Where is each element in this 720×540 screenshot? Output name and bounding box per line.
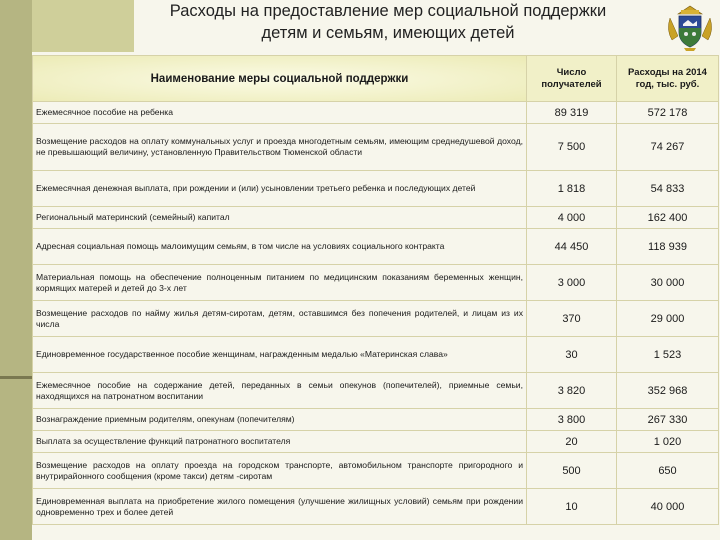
measure-name: Ежемесячное пособие на содержание детей, переданных в семьи опекунов (попечителей), приемные семьи, находящихся на патронатном воспитании: [33, 373, 527, 409]
expenses-amount: 40 000: [617, 489, 719, 525]
decor-left-strip: [0, 0, 32, 540]
recipients-count: 44 450: [527, 229, 617, 265]
measure-name: Материальная помощь на обеспечение полноценным питанием по медицинским показаниям беременных женщин, кормящих матерей и детей до 3-х лет: [33, 265, 527, 301]
column-header-recipients: Число получателей: [527, 56, 617, 102]
recipients-count: 1 818: [527, 171, 617, 207]
recipients-count: 7 500: [527, 124, 617, 171]
expenses-amount: 30 000: [617, 265, 719, 301]
table-row: [33, 431, 719, 453]
expenses-amount: 29 000: [617, 301, 719, 337]
expenses-amount: 572 178: [617, 102, 719, 124]
measure-name: Ежемесячная денежная выплата, при рождении и (или) усыновлении третьего ребенка и последующих детей: [33, 171, 527, 207]
expenses-amount: 1 523: [617, 337, 719, 373]
recipients-count: 370: [527, 301, 617, 337]
measure-name: Возмещение расходов на оплату проезда на городском транспорте, автомобильном транспорте пригородного и внутрирайонного сообщения (кроме такси) детям -сиротам: [33, 453, 527, 489]
recipients-count: 4 000: [527, 207, 617, 229]
expenses-amount: 267 330: [617, 409, 719, 431]
measure-name: Вознаграждение приемным родителям, опекунам (попечителям): [33, 409, 527, 431]
expenses-amount: 650: [617, 453, 719, 489]
recipients-count: 500: [527, 453, 617, 489]
measure-name: Единовременная выплата на приобретение жилого помещения (улучшение жилищных условий) семьям при рождении одновременно трех и более детей: [33, 489, 527, 525]
measure-name: Выплата за осуществление функций патронатного воспитателя: [33, 431, 527, 453]
slide-title: [138, 0, 638, 44]
coat-of-arms-icon: [662, 0, 718, 52]
expenses-amount: 352 968: [617, 373, 719, 409]
recipients-count: 20: [527, 431, 617, 453]
recipients-count: 3 800: [527, 409, 617, 431]
recipients-count: 89 319: [527, 102, 617, 124]
table-row: [33, 301, 719, 337]
decor-top-box: [32, 0, 134, 52]
expenses-amount: 118 939: [617, 229, 719, 265]
title-line-2: детям и семьям, имеющих детей: [261, 24, 515, 42]
recipients-count: 30: [527, 337, 617, 373]
table-row: [33, 207, 719, 229]
expenses-amount: 162 400: [617, 207, 719, 229]
table-row: [33, 265, 719, 301]
table-row: [33, 102, 719, 124]
table-row: [33, 453, 719, 489]
table-row: [33, 124, 719, 171]
recipients-count: 3 820: [527, 373, 617, 409]
expenses-amount: 74 267: [617, 124, 719, 171]
table-row: [33, 373, 719, 409]
expenses-amount: 1 020: [617, 431, 719, 453]
measure-name: Единовременное государственное пособие женщинам, награжденным медалью «Материнская слава»: [33, 337, 527, 373]
table-row: [33, 489, 719, 525]
table-row: [33, 337, 719, 373]
title-line-1: Расходы на предоставление мер социальной поддержки: [169, 2, 607, 20]
recipients-count: 10: [527, 489, 617, 525]
measure-name: Возмещение расходов по найму жилья детям-сиротам, детям, оставшимся без попечения родителей, и лицам из их числа: [33, 301, 527, 337]
social-support-table: [32, 55, 719, 525]
table-row: [33, 409, 719, 431]
expenses-amount: 54 833: [617, 171, 719, 207]
table-header-row: [33, 56, 719, 102]
table-row: [33, 229, 719, 265]
decor-strip-line: [0, 376, 32, 379]
table-row: [33, 171, 719, 207]
measure-name: Ежемесячное пособие на ребенка: [33, 102, 527, 124]
recipients-count: 3 000: [527, 265, 617, 301]
measure-name: Адресная социальная помощь малоимущим семьям, в том числе на условиях социального контракта: [33, 229, 527, 265]
column-header-name: Наименование меры социальной поддержки: [33, 56, 527, 102]
column-header-expenses: Расходы на 2014 год, тыс. руб.: [617, 56, 719, 102]
measure-name: Региональный материнский (семейный) капитал: [33, 207, 527, 229]
measure-name: Возмещение расходов на оплату коммунальных услуг и проезда многодетным семьям, имеющим среднедушевой доход, не превышающий величину, установленную Правительством Тюменской области: [33, 124, 527, 171]
